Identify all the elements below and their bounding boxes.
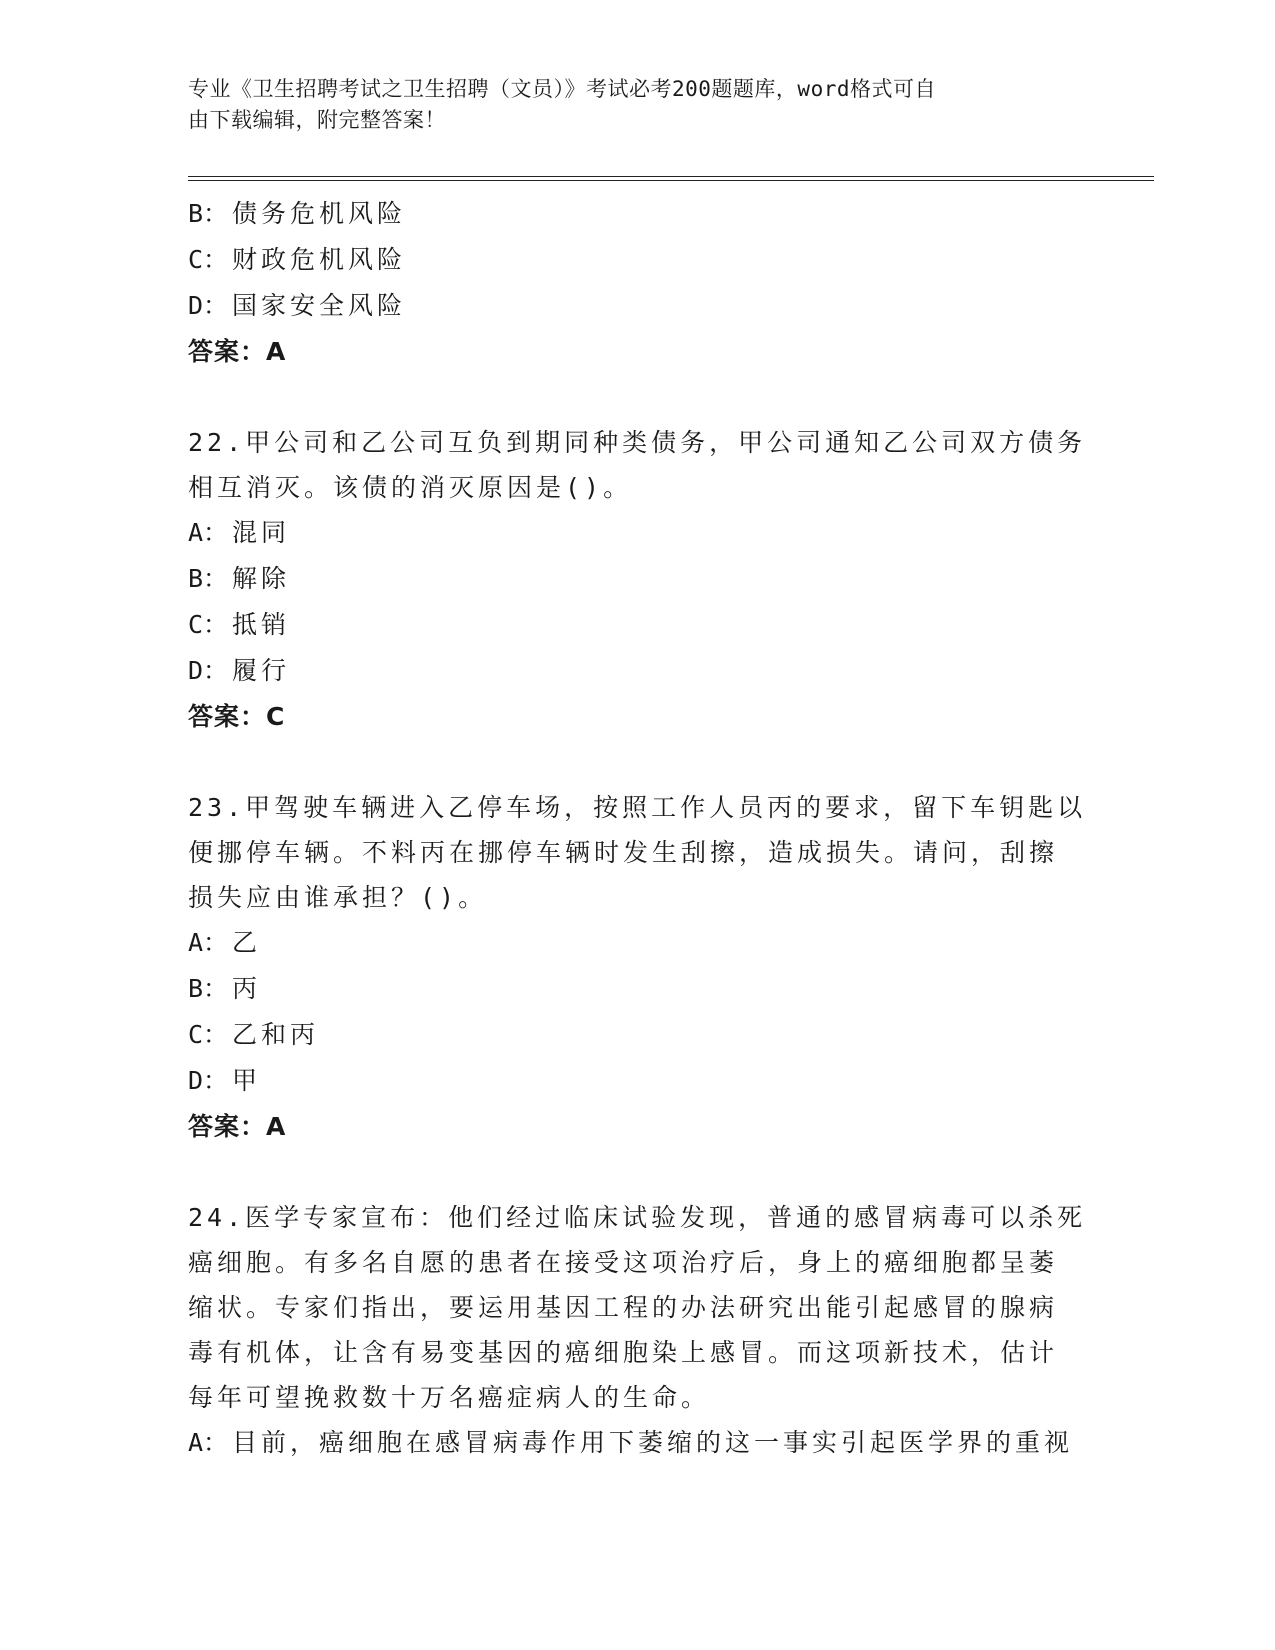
option-letter: A： [188,518,229,547]
option-letter: A： [188,1428,229,1457]
option-letter: B： [188,199,229,228]
header-line-1: 专业《卫生招聘考试之卫生招聘（文员）》考试必考200题题库，word格式可自 [188,77,936,101]
option-a [188,920,1088,966]
option-a [188,1420,1088,1466]
option-text: 混同 [232,518,291,547]
question-text-line: 缩状。专家们指出，要运用基因工程的办法研究出能引起感冒的腺病 [188,1293,1059,1322]
option-text: 抵销 [232,610,291,639]
option-b [188,191,1088,237]
option-text: 债务危机风险 [232,199,407,228]
option-text: 目前，癌细胞在感冒病毒作用下萎缩的这一事实引起医学界的重视 [232,1428,1074,1457]
option-b [188,556,1088,602]
option-letter: D： [188,291,229,320]
option-text: 乙和丙 [232,1020,320,1049]
question-block-23 [188,785,1088,1150]
question-text-line: 23.甲驾驶车辆进入乙停车场，按照工作人员丙的要求，留下车钥匙以 [188,793,1087,822]
question-list [188,191,1088,1466]
question-text-line: 相互消灭。该债的消灭原因是()。 [188,473,633,502]
answer-line: 答案：A [188,337,287,366]
question-block-24 [188,1195,1088,1466]
question-text-line: 损失应由谁承担？()。 [188,883,488,912]
option-text: 解除 [232,564,291,593]
question-text-line: 24.医学专家宣布：他们经过临床试验发现，普通的感冒病毒可以杀死 [188,1203,1087,1232]
document-header [188,74,1068,136]
question-block-22 [188,420,1088,740]
question-text-line: 癌细胞。有多名自愿的患者在接受这项治疗后，身上的癌细胞都呈萎 [188,1248,1059,1277]
answer-line: 答案：A [188,1112,287,1141]
option-letter: C： [188,610,229,639]
option-letter: D： [188,656,229,685]
option-text: 履行 [232,656,291,685]
option-letter: C： [188,245,229,274]
option-letter: B： [188,974,229,1003]
option-text: 乙 [232,928,262,957]
option-c [188,1012,1088,1058]
option-text: 丙 [232,974,262,1003]
option-d [188,283,1088,329]
question-text-line: 每年可望挽救数十万名癌症病人的生命。 [188,1383,711,1412]
option-text: 财政危机风险 [232,245,407,274]
question-block-21 [188,191,1088,375]
option-d [188,648,1088,694]
option-text: 国家安全风险 [232,291,407,320]
spacer [188,375,1088,420]
question-text-line: 毒有机体，让含有易变基因的癌细胞染上感冒。而这项新技术，估计 [188,1338,1059,1367]
answer-line: 答案：C [188,702,286,731]
option-text: 甲 [232,1066,262,1095]
header-divider [188,176,1154,181]
option-letter: D： [188,1066,229,1095]
spacer [188,740,1088,785]
question-text-line: 22.甲公司和乙公司互负到期同种类债务，甲公司通知乙公司双方债务 [188,428,1087,457]
option-letter: C： [188,1020,229,1049]
option-letter: B： [188,564,229,593]
option-letter: A： [188,928,229,957]
question-text-line: 便挪停车辆。不料丙在挪停车辆时发生刮擦，造成损失。请问，刮擦 [188,838,1059,867]
option-d [188,1058,1088,1104]
option-b [188,966,1088,1012]
header-line-2: 由下载编辑，附完整答案！ [188,108,446,132]
spacer [188,1150,1088,1195]
option-a [188,510,1088,556]
option-c [188,237,1088,283]
option-c [188,602,1088,648]
